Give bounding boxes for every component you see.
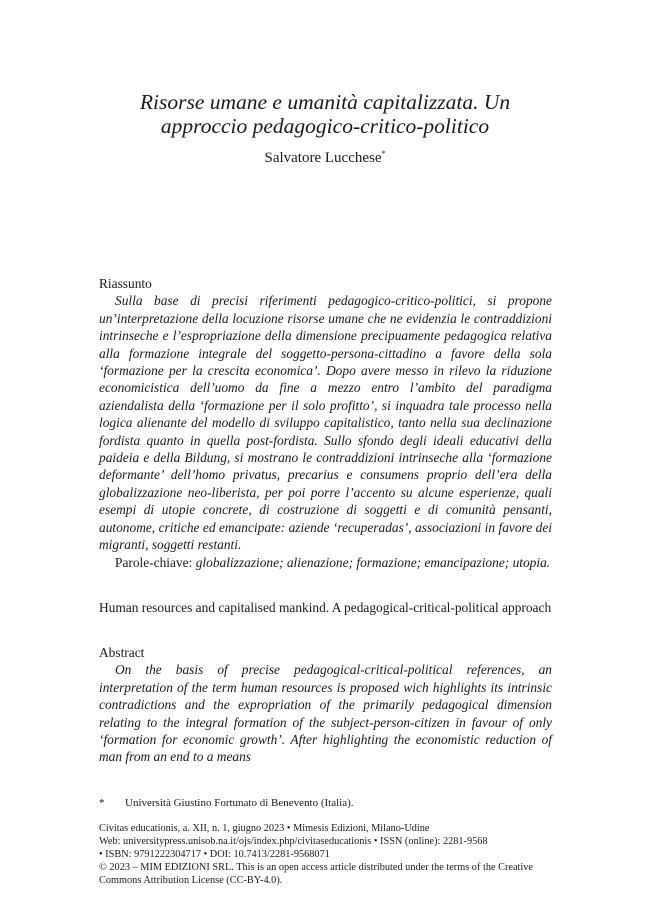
riassunto-section	[99, 275, 552, 571]
footer-line-3: • ISBN: 9791222304717 • DOI: 10.7413/2281-9568071	[99, 849, 330, 860]
abstract-section	[99, 644, 552, 766]
footer-line-1: Civitas educationis, a. XII, n. 1, giugno 2023 • Mimesis Edizioni, Milano-Udine	[99, 823, 430, 834]
publication-footer	[99, 822, 552, 887]
footnote-mark: *	[99, 797, 105, 809]
author-name: Salvatore Lucchese	[264, 150, 382, 166]
abstract-text: On the basis of precise pedagogical-critical-political references, an interpretation of the term human resources is proposed wich highlights its intrinsic contradictions and the expropriation of the primarily pedagogical dimension relating to the integral formation of the subject-person-citizen in favour of only ‘formation for economic growth’. After highlighting the economistic reduction of man from an end to a means	[99, 662, 552, 765]
title-line-2: approccio pedagogico-critico-politico	[160, 114, 490, 138]
riassunto-text: Sulla base di precisi riferimenti pedagogico-critico-politici, si propone un’interpretazione della locuzione risorse umane che ne evidenzia le contraddizioni intrinseche e l’espropriazione della dimensione precipuamente pedagogica relativa alla formazione integrale del soggetto-persona-cittadino a favore della sola ‘formazione per la crescita economica’. Dopo avere messo in rilevo la riduzione economicistica dell’uomo da fine a mezzo entro l’ambito del paradigma aziendalista della ‘formazione per il solo profitto’, si inquadra tale processo nella logica alienante del modello di sviluppo capitalistico, tanto nella sua declinazione fordista quanto in quella post-fordista. Sullo sfondo degli ideali educativi della paideia e della Bildung, si mostrano le contraddizioni intrinseche alla ‘formazione deformante’ dell’homo privatus, precarius e consumens proprio dell’era della globalizzazione neo-liberista, per poi porre l’accento su alcune esperienze, quali esempi di utopie concrete, di costruzione di soggetti e di comunità pensanti, autonome, critiche ed emancipate: aziende ‘recuperadas’, associazioni in favore dei migranti, soggetti restanti.	[99, 293, 552, 553]
keywords-line	[99, 554, 552, 571]
author-footnote-mark: *	[381, 149, 386, 158]
footer-line-2: Web: universitypress.unisob.na.it/ojs/index.php/civitaseducationis • ISSN (online): 2281-9568	[99, 836, 488, 847]
abstract-heading: Abstract	[99, 645, 145, 660]
riassunto-heading: Riassunto	[99, 276, 152, 291]
english-title: Human resources and capitalised mankind. A pedagogical-critical-political approach	[99, 600, 552, 615]
footnote	[99, 796, 552, 810]
article-title	[100, 90, 550, 138]
keywords-label: Parole-chiave:	[115, 554, 193, 570]
footer-line-4: © 2023 – MIM EDIZIONI SRL. This is an open access article distributed under the terms of the Creative Commons Attribution License (CC-BY-4.0).	[99, 862, 533, 886]
footnote-text: Università Giustino Fortunato di Benevento (Italia).	[125, 797, 354, 809]
author-line	[100, 145, 550, 167]
title-line-1: Risorse umane e umanità capitalizzata. Un	[139, 90, 511, 114]
keywords-list: globalizzazione; alienazione; formazione; emancipazione; utopia.	[195, 554, 551, 570]
